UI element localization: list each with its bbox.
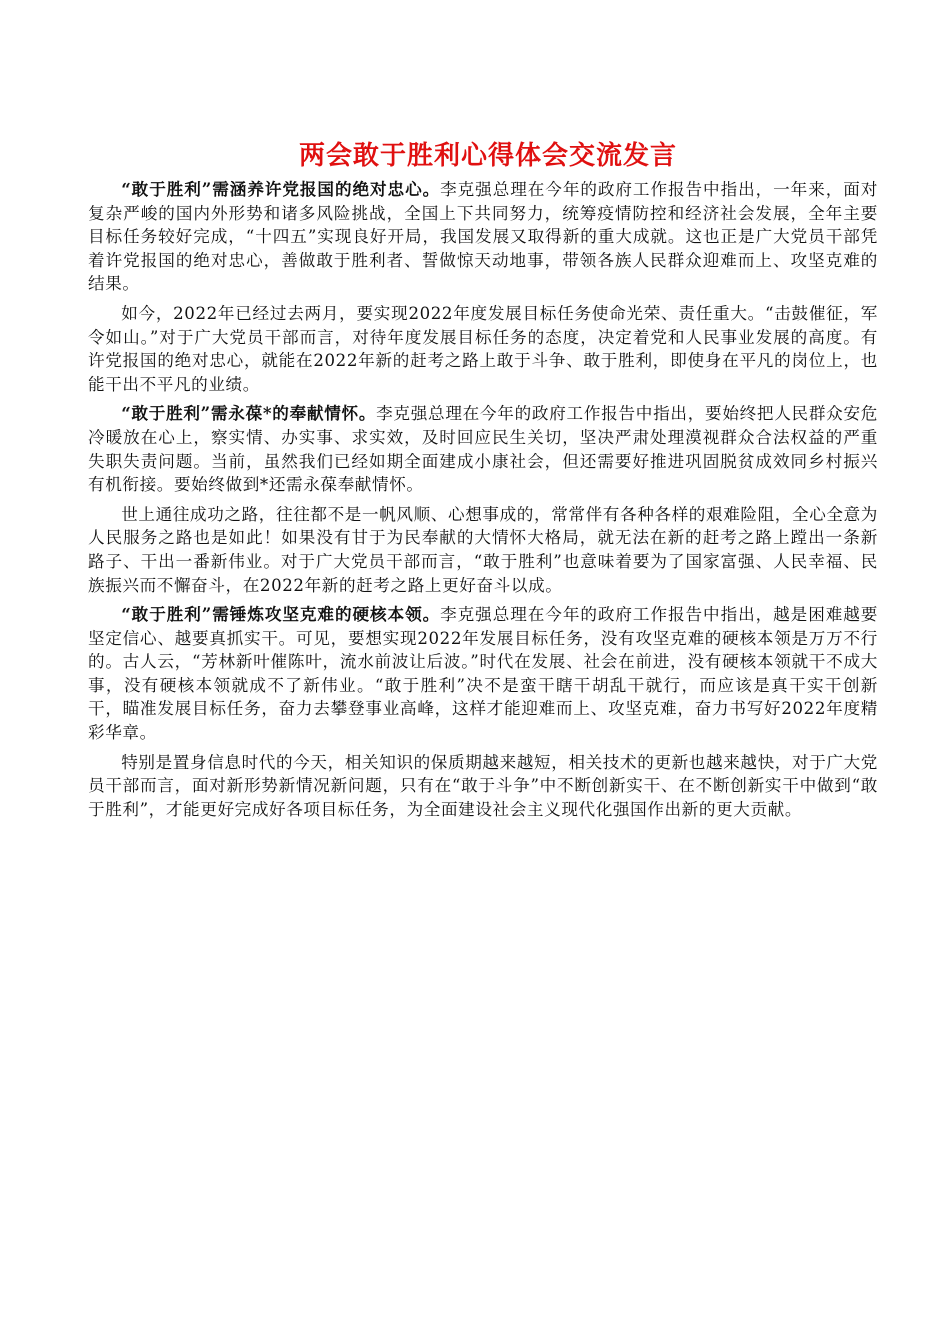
paragraph-2	[88, 302, 878, 396]
paragraph-3	[88, 402, 878, 496]
paragraph-1	[88, 178, 878, 296]
paragraph-2-body: 如今，2022年已经过去两月，要实现2022年度发展目标任务使命光荣、责任重大。“击鼓催征，军令如山。”对于广大党员干部而言，对待年度发展目标任务的态度，决定着党和人民事业发展的高度。有许党报国的绝对忠心，就能在2022年新的赶考之路上敢于斗争、敢于胜利，即使身在平凡的岗位上，也能干出不平凡的业绩。	[88, 303, 878, 394]
paragraph-4-body: 世上通往成功之路，往往都不是一帆风顺、心想事成的，常常伴有各种各样的艰难险阻，全心全意为人民服务之路也是如此！如果没有甘于为民奉献的大情怀大格局，就无法在新的赶考之路上蹚出一条新路子、干出一番新伟业。对于广大党员干部而言，“敢于胜利”也意味着要为了国家富强、人民幸福、民族振兴而不懈奋斗，在2022年新的赶考之路上更好奋斗以成。	[88, 504, 878, 595]
paragraph-5-body: 李克强总理在今年的政府工作报告中指出，越是困难越要坚定信心、越要真抓实干。可见，要想实现2022年发展目标任务，没有攻坚克难的硬核本领是万万不行的。古人云，“芳林新叶催陈叶，流水前波让后波。”时代在发展、社会在前进，没有硬核本领就干不成大事，没有硬核本领就成不了新伟业。“敢于胜利”决不是蛮干瞎干胡乱干就行，而应该是真干实干创新干，瞄准发展目标任务，奋力去攀登事业高峰，这样才能迎难而上、攻坚克难，奋力书写好2022年度精彩华章。	[88, 605, 878, 743]
paragraph-6	[88, 751, 878, 822]
paragraph-1-heading: “敢于胜利”需涵养许党报国的绝对忠心。	[121, 179, 441, 199]
paragraph-6-body: 特别是置身信息时代的今天，相关知识的保质期越来越短，相关技术的更新也越来越快，对于广大党员干部而言，面对新形势新情况新问题，只有在“敢于斗争”中不断创新实干、在不断创新实干中做到“敢于胜利”，才能更好完成好各项目标任务，为全面建设社会主义现代化强国作出新的更大贡献。	[88, 752, 878, 819]
paragraph-1-body: 李克强总理在今年的政府工作报告中指出，一年来，面对复杂严峻的国内外形势和诸多风险挑战，全国上下共同努力，统筹疫情防控和经济社会发展，全年主要目标任务较好完成，“十四五”实现良好开局，我国发展又取得新的重大成就。这也正是广大党员干部凭着许党报国的绝对忠心，善做敢于胜利者、誓做惊天动地事，带领各族人民群众迎难而上、攻坚克难的结果。	[88, 180, 878, 294]
paragraph-3-heading: “敢于胜利”需永葆*的奉献情怀。	[121, 403, 377, 424]
document-page	[88, 134, 878, 827]
paragraph-3-body: 李克强总理在今年的政府工作报告中指出，要始终把人民群众安危冷暖放在心上，察实情、办实事、求实效，及时回应民生关切，坚决严肃处理漠视群众合法权益的严重失职失责问题。当前，虽然我们已经如期全面建成小康社会，但还需要好推进巩固脱贫成效同乡村振兴有机衔接。要始终做到*还需永葆奉献情怀。	[88, 404, 878, 495]
paragraph-4	[88, 503, 878, 597]
paragraph-5-heading: “敢于胜利”需锤炼攻坚克难的硬核本领。	[121, 604, 441, 625]
paragraph-5	[88, 603, 878, 745]
document-title: 两会敢于胜利心得体会交流发言	[298, 141, 677, 171]
